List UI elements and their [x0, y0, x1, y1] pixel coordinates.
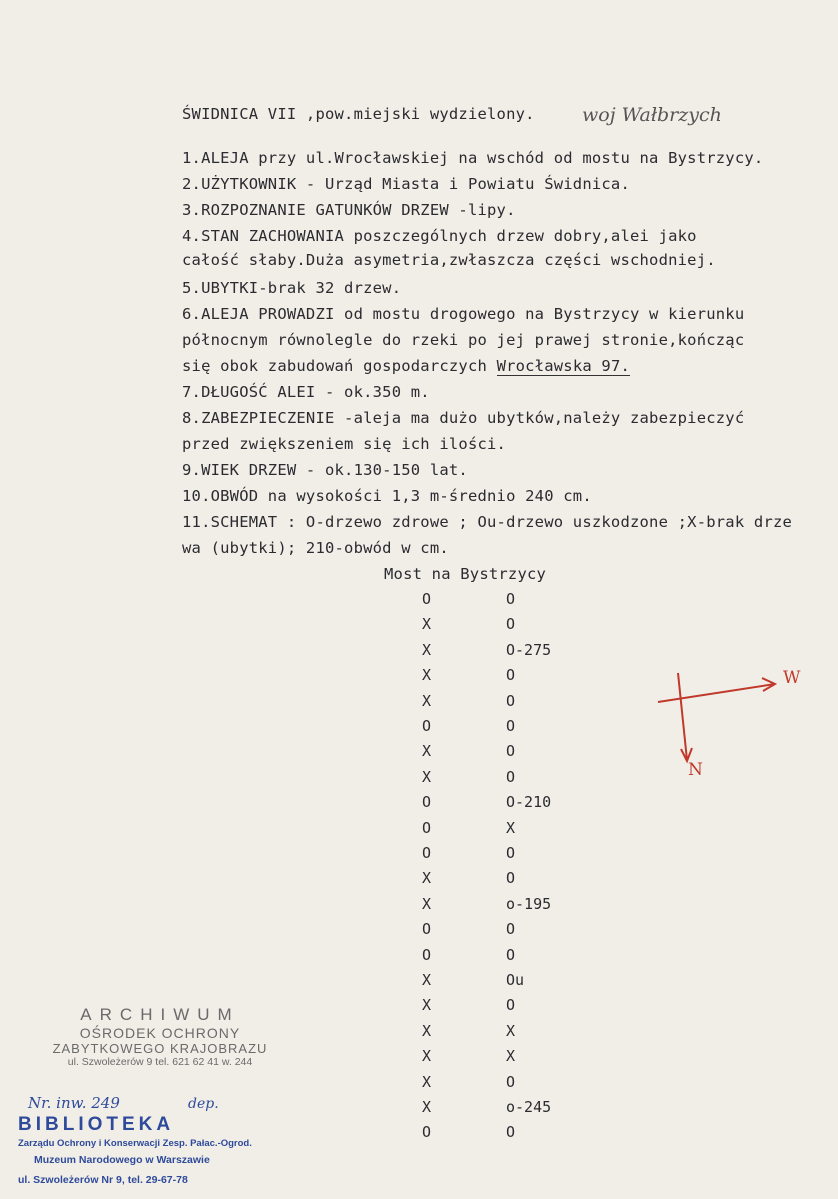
schema-left-20: X — [422, 1098, 432, 1116]
schema-right-17: X — [506, 1021, 516, 1040]
schema-right-1: O — [506, 615, 516, 634]
schema-right-9: X — [506, 818, 516, 837]
schema-left-15: X — [422, 971, 432, 989]
schema-left-12: X — [422, 894, 432, 913]
library-stamp-inventory: Nr. inw. 249 — [28, 1094, 120, 1112]
item-6-cont2 — [182, 356, 630, 376]
item-1: 1.ALEJA przy ul.Wrocławskiej na wschód od mostu na Bystrzycy. — [182, 149, 764, 167]
item-11: 11.SCHEMAT : O-drzewo zdrowe ; Ou-drzewo uszkodzone ;X-brak drze — [182, 513, 793, 531]
item-4-cont: całość słaby.Duża asymetria,zwłaszcza części wschodniej. — [182, 251, 716, 269]
schema-right-7: O — [506, 767, 516, 786]
schema-left-17: X — [422, 1021, 432, 1040]
item-2: 2.UŻYTKOWNIK - Urząd Miasta i Powiatu Świdnica. — [182, 175, 630, 193]
schema-left-13: O — [422, 920, 432, 939]
schema-right-0: O — [506, 590, 516, 608]
archive-stamp — [40, 1005, 280, 1068]
compass-w-label: W — [783, 668, 801, 688]
schema-left-3: X — [422, 666, 432, 685]
archive-stamp-line1: ARCHIWUM — [80, 1005, 240, 1024]
schema-right-14: O — [506, 945, 516, 964]
archive-stamp-line2: OŚRODEK OCHRONY — [79, 1025, 241, 1041]
schema-right-10: O — [506, 844, 516, 862]
item-8: 8.ZABEZPIECZENIE -aleja ma dużo ubytków,należy zabezpieczyć — [182, 409, 745, 427]
schema-left-8: O — [422, 793, 432, 812]
schema-right-19: O — [506, 1072, 516, 1091]
item-6-address: Wrocławska 97. — [496, 357, 631, 375]
item-4: 4.STAN ZACHOWANIA poszczególnych drzew dobry,alei jako — [182, 227, 697, 245]
schema-left-18: X — [422, 1047, 432, 1066]
schema-left-0: O — [422, 590, 432, 608]
schema-right-2: O-275 — [506, 640, 552, 659]
schema-left-21: O — [422, 1123, 432, 1142]
library-stamp-line2: Muzeum Narodowego w Warszawie — [34, 1154, 210, 1166]
item-5: 5.UBYTKI-brak 32 drzew. — [182, 279, 402, 297]
item-11-cont: wa (ubytki); 210-obwód w cm. — [182, 539, 449, 557]
library-stamp-dep: dep. — [188, 1096, 219, 1112]
library-stamp-line1: Zarządu Ochrony i Konserwacji Zesp. Pałac.-Ogrod. — [18, 1138, 252, 1149]
schema-left-10: O — [422, 844, 432, 862]
archive-stamp-line4: ul. Szwoleżerów 9 tel. 621 62 41 w. 244 — [67, 1056, 253, 1068]
schema-left-19: X — [422, 1072, 432, 1091]
compass-n-label: N — [688, 760, 703, 780]
schema-right-18: X — [506, 1047, 516, 1066]
item-3: 3.ROZPOZNANIE GATUNKÓW DRZEW -lipy. — [182, 201, 516, 219]
schema-right-12: o-195 — [506, 894, 552, 913]
schema-right-8: O-210 — [506, 793, 552, 812]
handwritten-region-note: woj Wałbrzych — [582, 104, 722, 126]
schema-right-20: o-245 — [506, 1098, 552, 1116]
schema-right-13: O — [506, 920, 516, 939]
archive-stamp-line3: ZABYTKOWEGO KRAJOBRAZU — [52, 1041, 268, 1056]
schema-left-5: O — [422, 717, 432, 735]
schema-right-21: O — [506, 1123, 516, 1142]
schema-heading: Most na Bystrzycy — [384, 565, 547, 583]
schema-right-4: O — [506, 691, 516, 710]
schema-left-7: X — [422, 767, 432, 786]
document-title: ŚWIDNICA VII ,pow.miejski wydzielony. — [182, 105, 535, 123]
schema-right-6: O — [506, 742, 516, 761]
schema-left-1: X — [422, 615, 432, 634]
library-stamp-title: BIBLIOTEKA — [18, 1114, 175, 1135]
item-10: 10.OBWÓD na wysokości 1,3 m-średnio 240 cm. — [182, 487, 592, 505]
item-9: 9.WIEK DRZEW - ok.130-150 lat. — [182, 461, 468, 479]
schema-left-14: O — [422, 945, 432, 964]
schema-left-2: X — [422, 640, 432, 659]
item-8-cont: przed zwiększeniem się ich ilości. — [182, 435, 507, 453]
item-7: 7.DŁUGOŚĆ ALEI - ok.350 m. — [182, 383, 430, 401]
schema-right-16: O — [506, 996, 516, 1015]
library-stamp-line3: ul. Szwoleżerów Nr 9, tel. 29-67-78 — [18, 1174, 188, 1186]
item-6: 6.ALEJA PROWADZI od mostu drogowego na Bystrzycy w kierunku — [182, 305, 745, 323]
schema-right-11: O — [506, 869, 516, 888]
item-6-cont: północnym równolegle do rzeki po jej prawej stronie,kończąc — [182, 331, 745, 349]
schema-left-11: X — [422, 869, 432, 888]
schema-right-3: O — [506, 666, 516, 685]
schema-left-16: X — [422, 996, 432, 1015]
schema-right-15: Ou — [506, 971, 525, 989]
schema-right-5: O — [506, 717, 516, 735]
item-6-cont2-text: się obok zabudowań gospodarczych — [182, 357, 497, 375]
schema-left-9: O — [422, 818, 432, 837]
schema-left-4: X — [422, 691, 432, 710]
schema-left-6: X — [422, 742, 432, 761]
